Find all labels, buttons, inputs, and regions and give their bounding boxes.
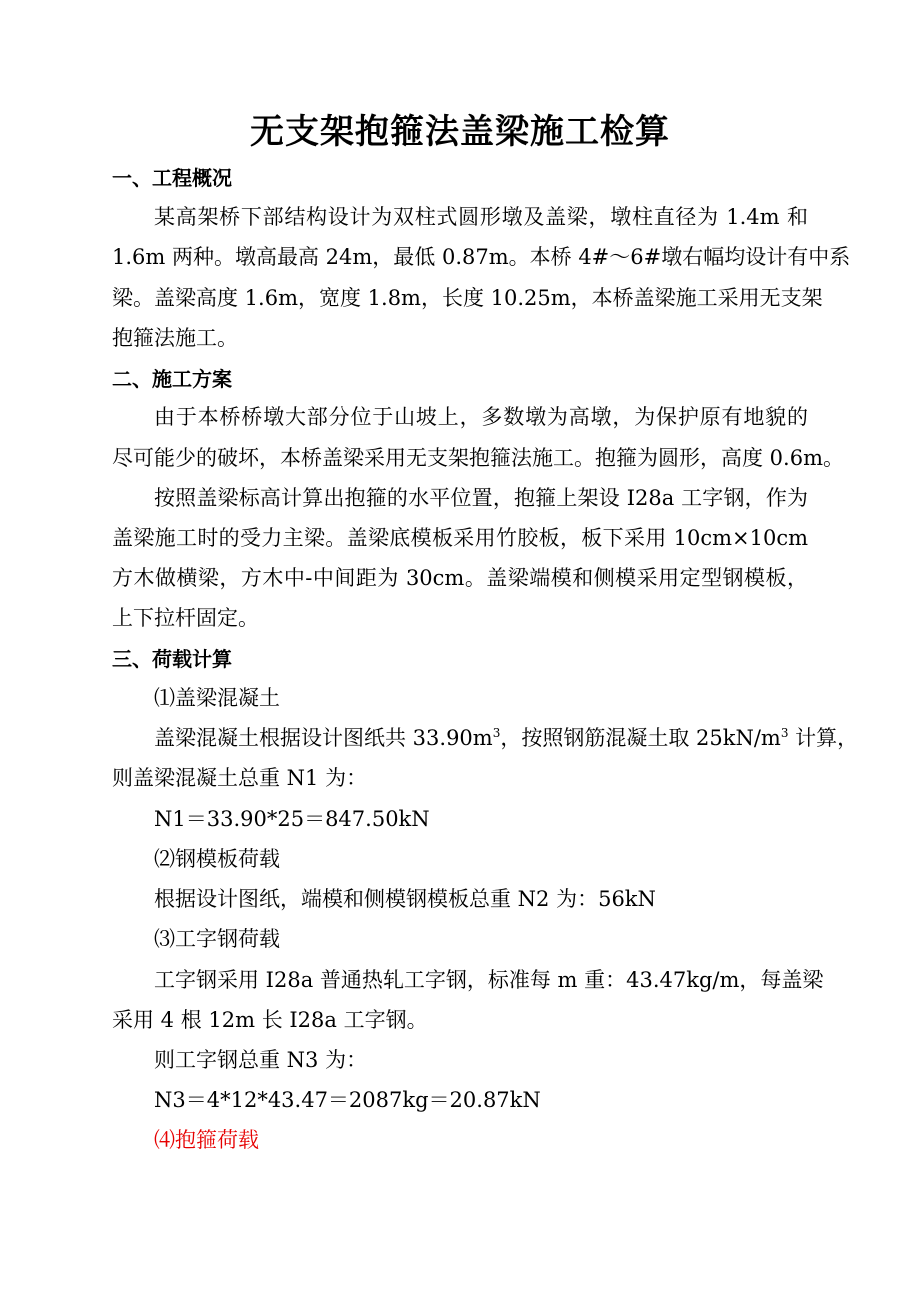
superscript: 3: [492, 726, 501, 740]
section-heading-plan: 二、施工方案: [112, 367, 232, 391]
superscript: 3: [780, 726, 789, 740]
paragraph-line: 梁。盖梁高度 1.6m，宽度 1.8m，长度 10.25m，本桥盖梁施工采用无支架: [112, 286, 823, 310]
paragraph-line: 尽可能少的破坏，本桥盖梁采用无支架抱箍法施工。抱箍为圆形，高度 0.6m。: [112, 446, 844, 470]
text-run: ，按照钢筋混凝土取 25kN/m: [500, 726, 781, 750]
paragraph-line: [154, 723, 858, 753]
item-label-formwork: ⑵钢模板荷载: [154, 847, 280, 871]
text-run: 盖梁混凝土根据设计图纸共 33.90m: [154, 726, 493, 750]
paragraph-line: 由于本桥桥墩大部分位于山坡上，多数墩为高墩，为保护原有地貌的: [154, 405, 808, 429]
paragraph-line: 根据设计图纸，端模和侧模钢模板总重 N2 为：56kN: [154, 887, 656, 911]
paragraph-line: 采用 4 根 12m 长 I28a 工字钢。: [112, 1008, 428, 1032]
paragraph-line: 按照盖梁标高计算出抱箍的水平位置，抱箍上架设 I28a 工字钢，作为: [154, 486, 808, 510]
paragraph-line: 某高架桥下部结构设计为双柱式圆形墩及盖梁，墩柱直径为 1.4m 和: [154, 205, 808, 229]
item-label-concrete: ⑴盖梁混凝土: [154, 686, 280, 710]
formula-n3: N3＝4*12*43.47＝2087kg＝20.87kN: [154, 1088, 541, 1112]
item-label-ibeam: ⑶工字钢荷载: [154, 927, 280, 951]
paragraph-line: 工字钢采用 I28a 普通热轧工字钢，标准每 m 重：43.47kg/m，每盖梁: [154, 968, 824, 992]
section-heading-load: 三、荷载计算: [112, 647, 232, 671]
paragraph-line: 抱箍法施工。: [112, 326, 238, 350]
paragraph-line: 则盖梁混凝土总重 N1 为：: [112, 766, 368, 790]
paragraph-line: 上下拉杆固定。: [112, 606, 259, 630]
paragraph-line: 1.6m 两种。墩高最高 24m，最低 0.87m。本桥 4#～6#墩右幅均设计有中系: [112, 245, 851, 269]
text-run: 计算，: [788, 726, 859, 750]
paragraph-line: 方木做横梁，方木中-中间距为 30cm。盖梁端模和侧模采用定型钢模板，: [112, 566, 808, 590]
paragraph-line: 盖梁施工时的受力主梁。盖梁底模板采用竹胶板，板下采用 10cm×10cm: [112, 526, 808, 550]
section-heading-overview: 一、工程概况: [112, 166, 232, 190]
formula-n1: N1＝33.90*25＝847.50kN: [154, 807, 430, 831]
paragraph-line: 则工字钢总重 N3 为：: [154, 1048, 368, 1072]
item-label-hoop: ⑷抱箍荷载: [154, 1128, 259, 1152]
document-title: 无支架抱箍法盖梁施工检算: [250, 112, 670, 152]
